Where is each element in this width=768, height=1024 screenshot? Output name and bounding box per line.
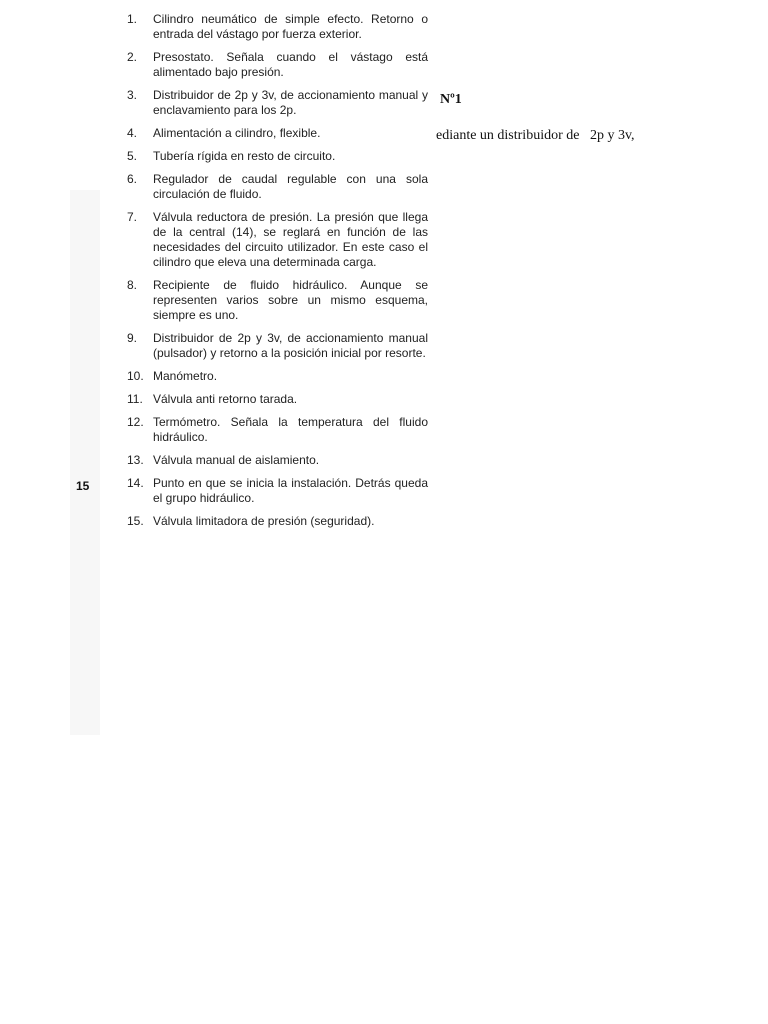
item-number: 9.: [127, 331, 138, 346]
list-item: [120, 50, 428, 80]
list-item: [120, 126, 428, 141]
list-item: [120, 392, 428, 407]
item-text: Válvula limitadora de presión (seguridad).: [153, 513, 375, 528]
list-item: [120, 278, 428, 324]
list-item: [120, 172, 428, 202]
item-number: 3.: [127, 88, 138, 102]
item-text: Regulador de caudal regulable con una sola circulación de fluido.: [153, 171, 428, 201]
left-margin-strip: [70, 190, 100, 735]
item-text: Válvula anti retorno tarada.: [153, 392, 298, 406]
list-item: [120, 210, 428, 271]
item-text: Distribuidor de 2p y 3v, de accionamiento manual y enclavamiento para los 2p.: [153, 88, 428, 118]
item-text: Válvula reductora de presión. La presión que llega de la central (14), se reglará en función de las necesidades del circuito utilizador. En este caso el cilindro que eleva una determinada carga.: [153, 209, 428, 270]
side-number: 15: [76, 479, 90, 493]
item-text: Alimentación a cilindro, flexible.: [153, 126, 321, 140]
item-number: 15.: [127, 513, 144, 528]
item-number: 10.: [127, 369, 144, 384]
list-item: [120, 453, 428, 468]
list-item: [120, 331, 428, 361]
component-legend-list: [120, 12, 428, 536]
list-item: [120, 514, 428, 529]
item-number: 13.: [127, 452, 144, 467]
list-item: [120, 476, 428, 506]
item-number: 7.: [127, 209, 138, 224]
item-text: Distribuidor de 2p y 3v, de accionamiento manual (pulsador) y retorno a la posición inicial por resorte.: [153, 331, 428, 361]
item-number: 14.: [127, 475, 144, 490]
item-number: 8.: [127, 278, 138, 292]
list-item: [120, 415, 428, 445]
item-text: Termómetro. Señala la temperatura del fluido hidráulico.: [153, 414, 428, 444]
item-number: 1.: [127, 12, 138, 26]
item-text: Punto en que se inicia la instalación. Detrás queda el grupo hidráulico.: [153, 475, 428, 505]
item-text: Recipiente de fluido hidráulico. Aunque se representen varios sobre un mismo esquema, siempre es uno.: [153, 278, 428, 323]
exercise-text-fragment: ediante un distribuidor de 2p y 3v,: [436, 128, 635, 143]
list-item: [120, 88, 428, 118]
item-text: Manómetro.: [153, 369, 218, 384]
item-text: Válvula manual de aislamiento.: [153, 452, 320, 467]
item-text: Cilindro neumático de simple efecto. Retorno o entrada del vástago por fuerza exterior.: [153, 12, 428, 42]
item-number: 5.: [127, 148, 138, 163]
item-text: Tubería rígida en resto de circuito.: [153, 148, 336, 163]
item-number: 2.: [127, 50, 138, 64]
item-number: 11.: [127, 392, 143, 406]
exercise-title: Nº1: [440, 92, 462, 107]
item-number: 12.: [127, 414, 144, 429]
item-number: 4.: [127, 126, 138, 140]
list-item: [120, 369, 428, 384]
item-number: 6.: [127, 171, 138, 186]
list-item: [120, 12, 428, 42]
list-item: [120, 149, 428, 164]
item-text: Presostato. Señala cuando el vástago está alimentado bajo presión.: [153, 50, 428, 80]
